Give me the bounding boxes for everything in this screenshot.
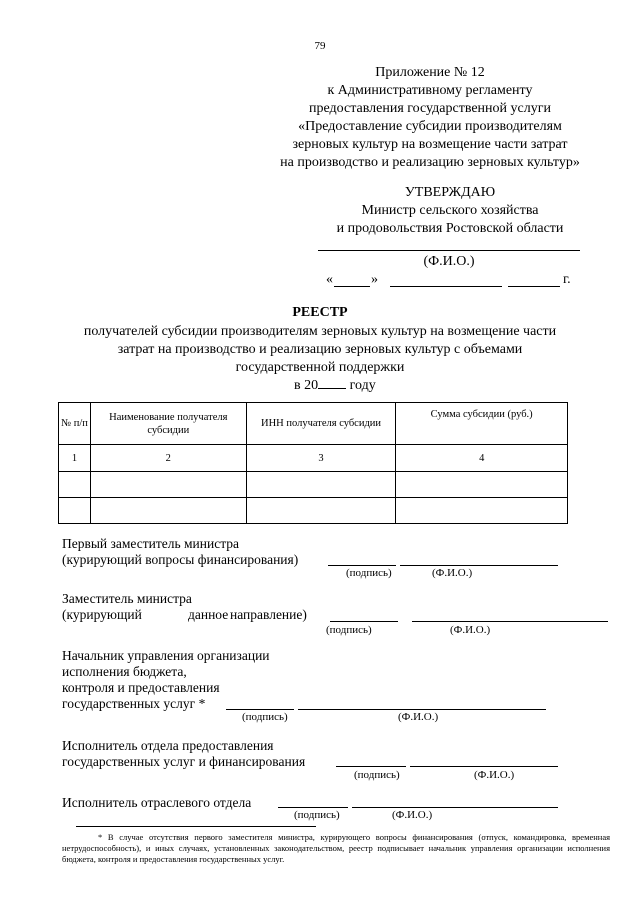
registry-subtitle-line: государственной поддержки xyxy=(235,360,405,375)
head-sign-label: (подпись) xyxy=(242,711,288,723)
executor-branch-sign-label: (подпись) xyxy=(294,809,340,821)
deputy-line2b: данное xyxy=(188,607,229,622)
approve-position-2: и продовольствия Ростовской области xyxy=(336,221,564,236)
registry-year-blank xyxy=(318,376,346,389)
head-line2: исполнения бюджета, xyxy=(62,664,187,679)
table-cell: 3 xyxy=(246,445,396,472)
deputy-line2c: направление) xyxy=(230,607,307,622)
footnote: * В случае отсутствия первого заместителя министра, курирующего вопросы финансирования (отпуск, командировка, временная нетрудоспособность), и иных случаях, установленных законодательством, реестр подписывает начальник управления организации исполнения бюджета, контроля и предоставления государственных услуг. xyxy=(62,832,610,864)
head-line3: контроля и предоставления xyxy=(62,680,220,695)
appendix-header xyxy=(250,64,610,172)
approve-fio-label: (Ф.И.О.) xyxy=(423,254,475,269)
table-cell xyxy=(59,498,91,524)
executor-services-fio-line xyxy=(410,766,558,767)
executor-services-sign-line xyxy=(336,766,406,767)
appendix-line: Приложение № 12 xyxy=(375,65,485,80)
registry-subtitle-line: получателей субсидии производителям зерновых культур на возмещение части xyxy=(83,324,557,339)
table-cell xyxy=(396,472,568,498)
date-open-quote: « xyxy=(326,272,333,287)
footnote-separator xyxy=(76,826,316,827)
approve-signature-line xyxy=(318,250,580,251)
executor-services-line1: Исполнитель отдела предоставления xyxy=(62,738,274,753)
executor-branch-fio-label: (Ф.И.О.) xyxy=(392,809,433,821)
executor-branch-line1: Исполнитель отраслевого отдела xyxy=(62,795,252,810)
registry-year xyxy=(294,376,414,395)
table-cell: 2 xyxy=(90,445,246,472)
first-deputy-line2: (курирующий вопросы финансирования) xyxy=(62,552,299,567)
table-cell: 4 xyxy=(396,445,568,472)
table-cell xyxy=(59,472,91,498)
head-sign-line xyxy=(226,709,294,710)
registry-subtitle xyxy=(20,323,620,377)
appendix-line: «Предоставление субсидии производителям xyxy=(298,119,562,134)
registry-year-prefix: в 20 xyxy=(294,378,319,393)
date-close-quote: » xyxy=(371,272,378,287)
head-fio-line xyxy=(298,709,546,710)
header-number: № п/п xyxy=(59,403,91,445)
first-deputy-sign-label: (подпись) xyxy=(346,567,392,579)
first-deputy-line1: Первый заместитель министра xyxy=(62,536,240,551)
table-cell: 1 xyxy=(59,445,91,472)
deputy-sign-label: (подпись) xyxy=(326,624,372,636)
head-line4: государственных услуг * xyxy=(62,696,206,711)
approve-position-1: Министр сельского хозяйства xyxy=(361,203,539,218)
header-inn: ИНН получателя субсидии xyxy=(246,403,396,445)
executor-branch-sign-line xyxy=(278,807,348,808)
first-deputy-fio-line xyxy=(400,565,558,566)
executor-services-fio-label: (Ф.И.О.) xyxy=(474,769,515,781)
deputy-fio-line xyxy=(412,621,608,622)
head-line1: Начальник управления организации xyxy=(62,648,270,663)
date-year-suffix: г. xyxy=(563,272,571,287)
date-year-line xyxy=(508,286,560,287)
executor-services-line2: государственных услуг и финансирования xyxy=(62,754,306,769)
page-number: 79 xyxy=(314,40,326,52)
registry-year-suffix: году xyxy=(349,378,376,393)
header-subsidy-sum: Сумма субсидии (руб.) xyxy=(396,403,568,445)
appendix-line: зерновых культур на возмещение части затрат xyxy=(292,137,568,152)
table-number-row xyxy=(59,445,568,472)
table-cell xyxy=(396,498,568,524)
deputy-fio-label: (Ф.И.О.) xyxy=(450,624,491,636)
date-month-line xyxy=(390,286,502,287)
appendix-line: предоставления государственной услуги xyxy=(309,101,551,116)
approve-block xyxy=(300,184,600,238)
appendix-line: к Административному регламенту xyxy=(327,83,533,98)
deputy-line1: Заместитель министра xyxy=(62,591,192,606)
first-deputy-fio-label: (Ф.И.О.) xyxy=(432,567,473,579)
registry-title: РЕЕСТР xyxy=(292,305,348,320)
registry-table xyxy=(58,402,568,524)
table-cell xyxy=(246,498,396,524)
appendix-line: на производство и реализацию зерновых культур» xyxy=(280,155,580,170)
deputy-sign-line xyxy=(330,621,398,622)
table-cell xyxy=(90,472,246,498)
date-day-line xyxy=(334,286,370,287)
first-deputy-sign-line xyxy=(328,565,396,566)
executor-services-sign-label: (подпись) xyxy=(354,769,400,781)
head-fio-label: (Ф.И.О.) xyxy=(398,711,439,723)
deputy-line2a: (курирующий xyxy=(62,607,142,622)
registry-subtitle-line: затрат на производство и реализацию зерновых культур с объемами xyxy=(117,342,523,357)
header-recipient-name: Наименование получателя субсидии xyxy=(90,403,246,445)
approve-title: УТВЕРЖДАЮ xyxy=(404,185,496,200)
executor-branch-fio-line xyxy=(352,807,558,808)
table-row xyxy=(59,472,568,498)
table-cell xyxy=(90,498,246,524)
table-cell xyxy=(246,472,396,498)
table-header-row xyxy=(59,403,568,445)
table-row xyxy=(59,498,568,524)
